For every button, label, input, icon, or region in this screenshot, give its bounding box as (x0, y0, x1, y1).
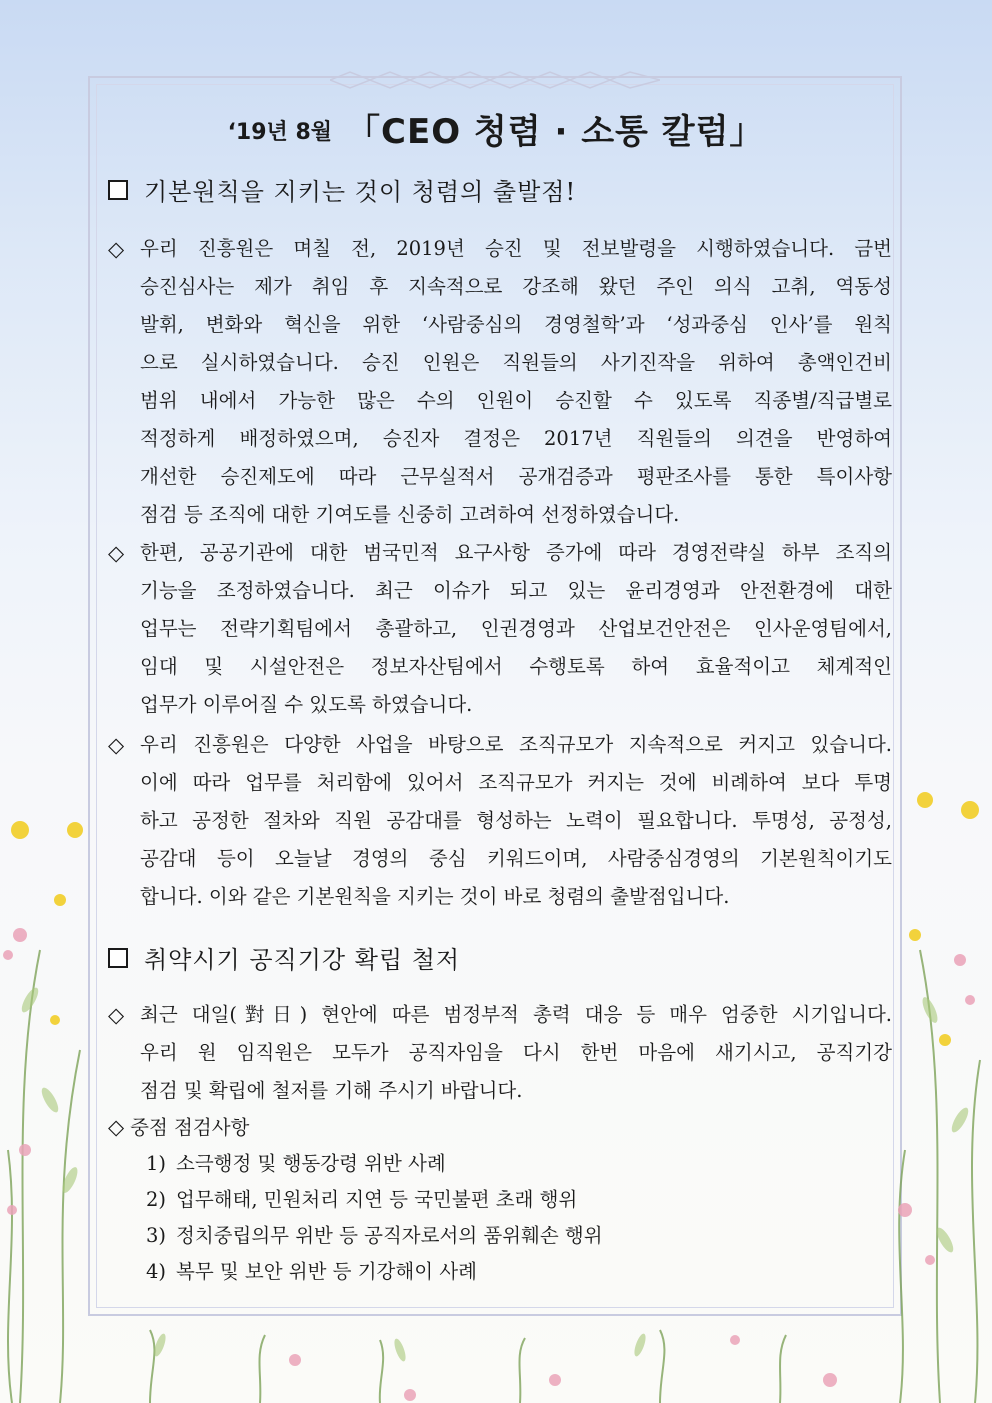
text-line: 기능을 조정하였습니다. 최근 이슈가 되고 있는 윤리경영과 안전환경에 대한 (140, 579, 892, 602)
checkbox-square-icon (108, 948, 128, 968)
diamond-bullet-icon: ◇ (108, 541, 125, 565)
checkbox-square-icon (108, 180, 128, 200)
list-item (146, 1218, 603, 1254)
section-2-heading (108, 940, 460, 975)
section-1-paragraph-1 (108, 230, 892, 534)
text-line: 우리 진흥원은 다양한 사업을 바탕으로 조직규모가 지속적으로 커지고 있습니다. (140, 733, 892, 756)
text-line: 업무가 이루어질 수 있도록 하였습니다. (140, 693, 473, 716)
page-title (0, 104, 992, 153)
section-2-title: 취약시기 공직기강 확립 철저 (144, 946, 461, 974)
list-text: 정치중립의무 위반 등 공직자로서의 품위훼손 행위 (176, 1224, 603, 1247)
list-text: 복무 및 보안 위반 등 기강해이 사례 (176, 1260, 477, 1283)
border-lattice-ornament (330, 70, 660, 90)
list-text: 소극행정 및 행동강령 위반 사례 (176, 1152, 446, 1175)
section-2-paragraph (108, 996, 892, 1110)
checklist-heading (108, 1112, 249, 1140)
diamond-bullet-icon: ◇ (108, 733, 125, 757)
text-line: 적정하게 배정하였으며, 승진자 결정은 2017년 직원들의 의견을 반영하여 (140, 427, 892, 450)
text-line: 승진심사는 제가 취임 후 지속적으로 강조해 왔던 주인 의식 고취, 역동성 (140, 275, 892, 298)
text-line: 점검 등 조직에 대한 기여도를 신중히 고려하여 선정하였습니다. (140, 503, 680, 526)
list-number: 4) (146, 1260, 167, 1283)
text-line: 개선한 승진제도에 따라 근무실적서 공개검증과 평판조사를 통한 특이사항 (140, 465, 892, 488)
text-line: 합니다. 이와 같은 기본원칙을 지키는 것이 바로 청렴의 출발점입니다. (140, 885, 730, 908)
text-line: 으로 실시하였습니다. 승진 인원은 직원들의 사기진작을 위하여 총액인건비 (140, 351, 892, 374)
title-date: ‘19년 8월 (227, 120, 333, 145)
list-item (146, 1254, 603, 1290)
text-line: 이에 따라 업무를 처리함에 있어서 조직규모가 커지는 것에 비례하여 보다 투명 (140, 771, 892, 794)
list-item (146, 1146, 603, 1182)
text-line: 하고 공정한 절차와 직원 공감대를 형성하는 노력이 필요합니다. 투명성, 공정성, (140, 809, 892, 832)
checklist-title: 중점 점검사항 (130, 1116, 250, 1139)
text-line: 범위 내에서 가능한 많은 수의 인원이 승진할 수 있도록 직종별/직급별로 (140, 389, 892, 412)
list-number: 2) (146, 1188, 167, 1211)
diamond-bullet-icon: ◇ (108, 1115, 125, 1139)
section-1-paragraph-3 (108, 726, 892, 916)
text-line: 우리 원 임직원은 모두가 공직자임을 다시 한번 마음에 새기시고, 공직기강 (140, 1041, 892, 1064)
checklist (146, 1146, 603, 1290)
text-line: 임대 및 시설안전은 정보자산팀에서 수행토록 하여 효율적이고 체계적인 (140, 655, 892, 678)
title-main: 「CEO 청렴 · 소통 칼럼」 (346, 112, 765, 152)
section-1-title: 기본원칙을 지키는 것이 청렴의 출발점! (144, 178, 577, 206)
list-number: 1) (146, 1152, 167, 1175)
section-1-paragraph-2 (108, 534, 892, 724)
text-line: 최근 대일(對日) 현안에 따른 범정부적 총력 대응 등 매우 엄중한 시기입니다. (140, 1003, 892, 1026)
text-line: 발휘, 변화와 혁신을 위한 ‘사람중심의 경영철학’과 ‘성과중심 인사’를 원칙 (140, 313, 892, 336)
list-text: 업무해태, 민원처리 지연 등 국민불편 초래 행위 (176, 1188, 578, 1211)
text-line: 점검 및 확립에 철저를 기해 주시기 바랍니다. (140, 1079, 523, 1102)
text-line: 한편, 공공기관에 대한 범국민적 요구사항 증가에 따라 경영전략실 하부 조직의 (140, 541, 892, 564)
list-number: 3) (146, 1224, 167, 1247)
text-line: 공감대 등이 오늘날 경영의 중심 키워드이며, 사람중심경영의 기본원칙이기도 (140, 847, 892, 870)
section-1-heading (108, 172, 576, 207)
diamond-bullet-icon: ◇ (108, 1003, 125, 1027)
text-line: 업무는 전략기획팀에서 총괄하고, 인권경영과 산업보건안전은 인사운영팀에서, (140, 617, 892, 640)
text-line: 우리 진흥원은 며칠 전, 2019년 승진 및 전보발령을 시행하였습니다. 금번 (140, 237, 892, 260)
list-item (146, 1182, 603, 1218)
diamond-bullet-icon: ◇ (108, 237, 125, 261)
